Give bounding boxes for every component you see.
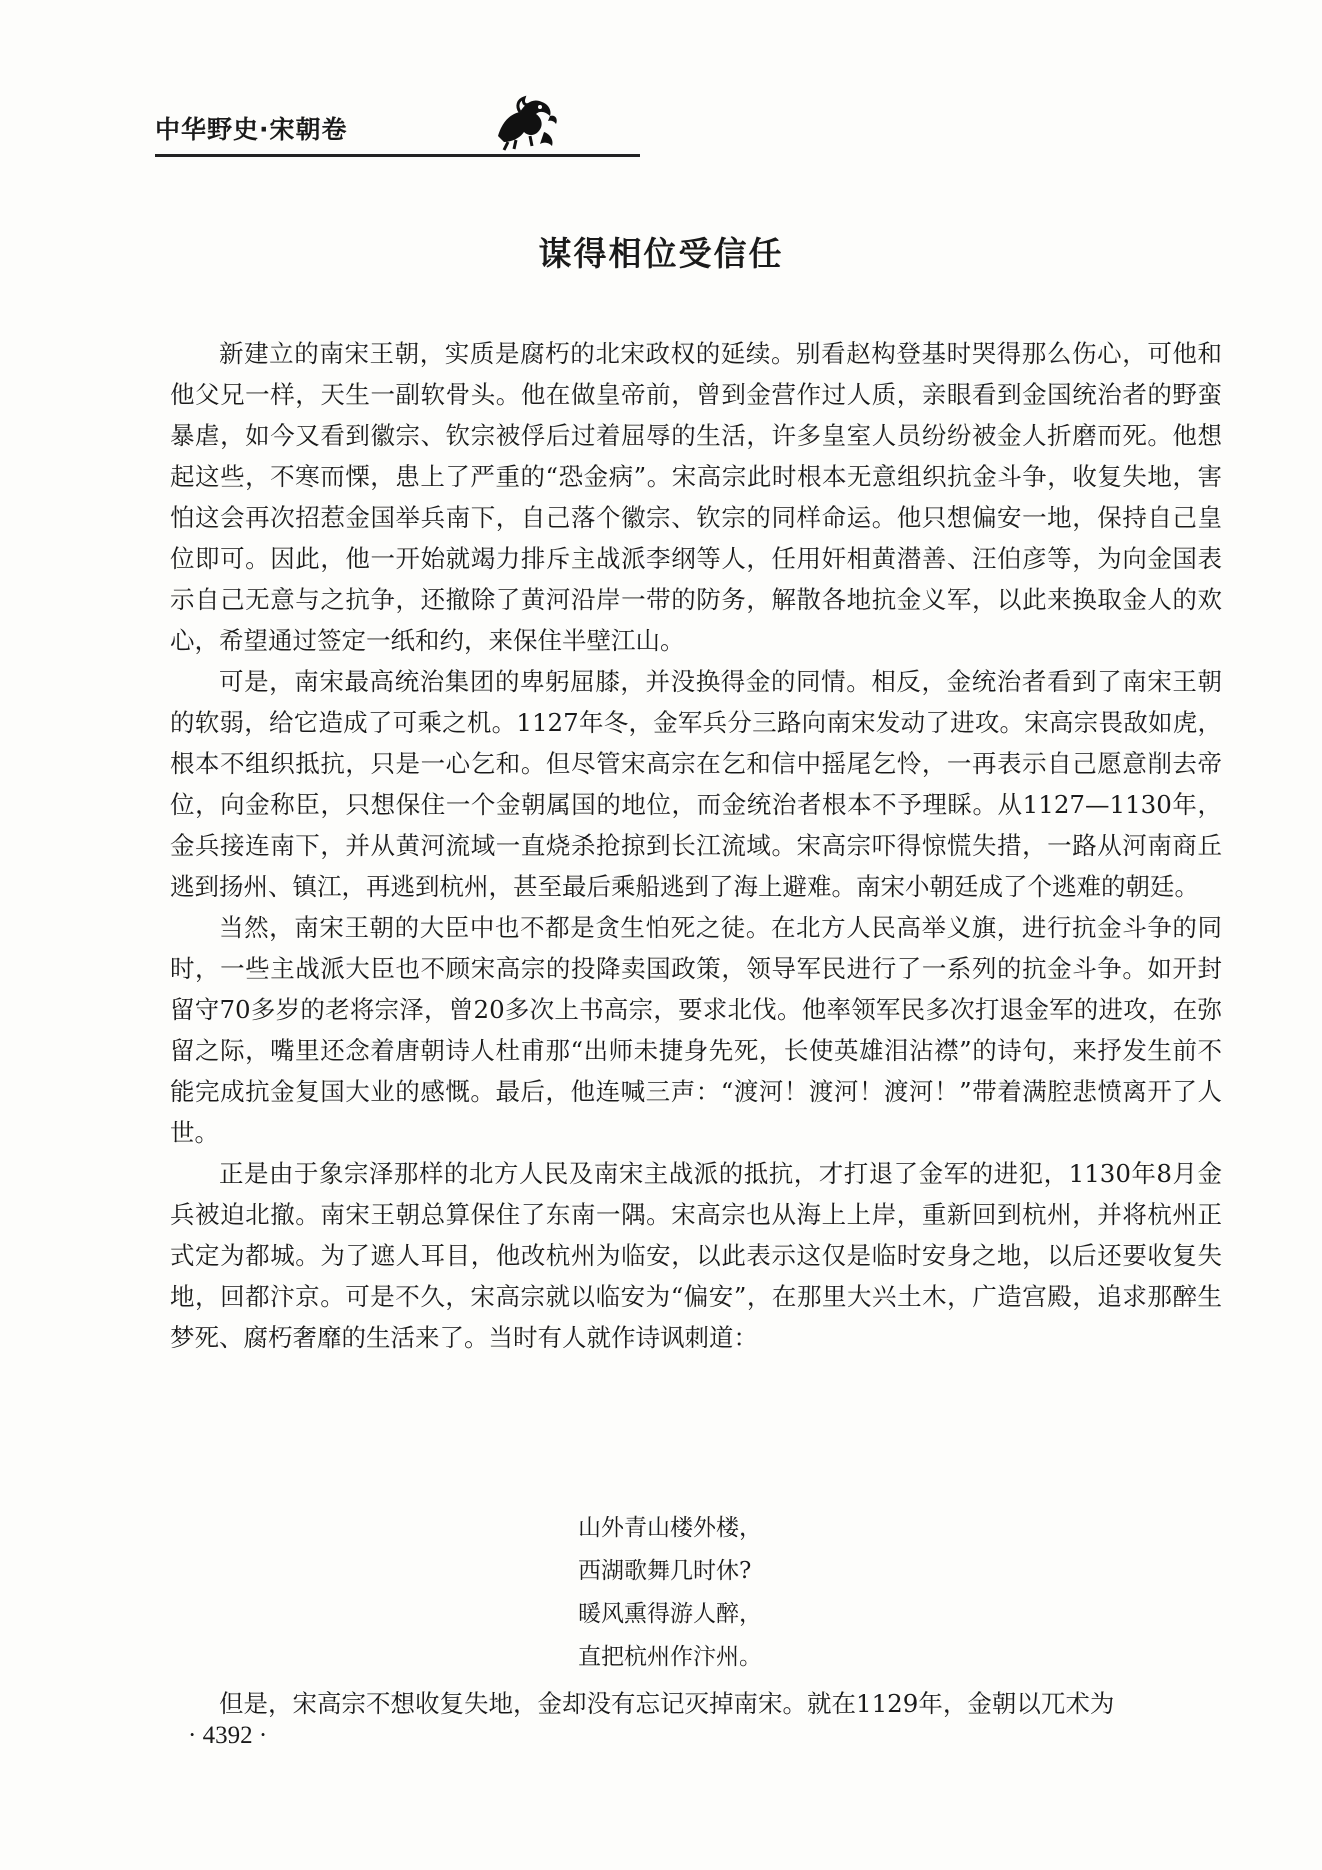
paragraph: 当然，南宋王朝的大臣中也不都是贪生怕死之徒。在北方人民高举义旗，进行抗金斗争的同时，一些主战派大臣也不顾宋高宗的投降卖国政策，领导军民进行了一系列的抗金斗争。如开封留守70多岁的老将宗泽，曾20多次上书高宗，要求北伐。他率领军民多次打退金军的进攻，在弥留之际，嘴里还念着唐朝诗人杜甫那“出师未捷身先死，长使英雄泪沾襟”的诗句，来抒发生前不能完成抗金复国大业的感慨。最后，他连喊三声：“渡河！渡河！渡河！”带着满腔悲愤离开了人世。 <box>170 913 1222 1147</box>
poem-line: 山外青山楼外楼， <box>578 1515 762 1541</box>
poem-line: 直把杭州作汴州。 <box>578 1644 762 1670</box>
article-title: 谋得相位受信任 <box>538 234 784 273</box>
poem-line: 暖风熏得游人醉， <box>578 1601 762 1627</box>
poem-line: 西湖歌舞几时休? <box>578 1558 752 1584</box>
paragraph: 可是，南宋最高统治集团的卑躬屈膝，并没换得金的同情。相反，金统治者看到了南宋王朝的软弱，给它造成了可乘之机。1127年冬，金军兵分三路向南宋发动了进攻。宋高宗畏敌如虎，根本不组织抵抗，只是一心乞和。但尽管宋高宗在乞和信中摇尾乞怜，一再表示自己愿意削去帝位，向金称臣，只想保住一个金朝属国的地位，而金统治者根本不予理睬。从1127—1130年，金兵接连南下，并从黄河流域一直烧杀抢掠到长江流域。宋高宗吓得惊慌失措，一路从河南商丘逃到扬州、镇江，再逃到杭州，甚至最后乘船逃到了海上避难。南宋小朝廷成了个逃难的朝廷。 <box>170 667 1222 901</box>
page-number: · 4392 · <box>188 1722 268 1749</box>
paragraph: 正是由于象宗泽那样的北方人民及南宋主战派的抵抗，才打退了金军的进犯，1130年8月金兵被迫北撤。南宋王朝总算保住了东南一隅。宋高宗也从海上上岸，重新回到杭州，并将杭州正式定为都城。为了遮人耳目，他改杭州为临安，以此表示这仅是临时安身之地，以后还要收复失地，回都汴京。可是不久，宋高宗就以临安为“偏安”，在那里大兴土木，广造宫殿，追求那醉生梦死、腐朽奢靡的生活来了。当时有人就作诗讽刺道： <box>170 1159 1222 1352</box>
book-title: 中华野史·宋朝卷 <box>155 115 348 144</box>
page-header <box>155 92 640 156</box>
dragon-emblem-icon <box>490 92 560 152</box>
paragraph: 新建立的南宋王朝，实质是腐朽的北宋政权的延续。别看赵构登基时哭得那么伤心，可他和他父兄一样，天生一副软骨头。他在做皇帝前，曾到金营作过人质，亲眼看到金国统治者的野蛮暴虐，如今又看到徽宗、钦宗被俘后过着屈辱的生活，许多皇室人员纷纷被金人折磨而死。他想起这些，不寒而慄，患上了严重的“恐金病”。宋高宗此时根本无意组织抗金斗争，收复失地，害怕这会再次招惹金国举兵南下，自己落个徽宗、钦宗的同样命运。他只想偏安一地，保持自己皇位即可。因此，他一开始就竭力排斥主战派李纲等人，任用奸相黄潜善、汪伯彦等，为向金国表示自己无意与之抗争，还撤除了黄河沿岸一带的防务，解散各地抗金义军，以此来换取金人的欢心，希望通过签定一纸和约，来保住半壁江山。 <box>170 339 1222 655</box>
header-rule <box>155 154 640 157</box>
paragraph: 但是，宋高宗不想收复失地，金却没有忘记灭掉南宋。就在1129年，金朝以兀术为 <box>219 1689 1115 1718</box>
poem <box>578 1507 762 1679</box>
article-body <box>170 333 1222 1358</box>
